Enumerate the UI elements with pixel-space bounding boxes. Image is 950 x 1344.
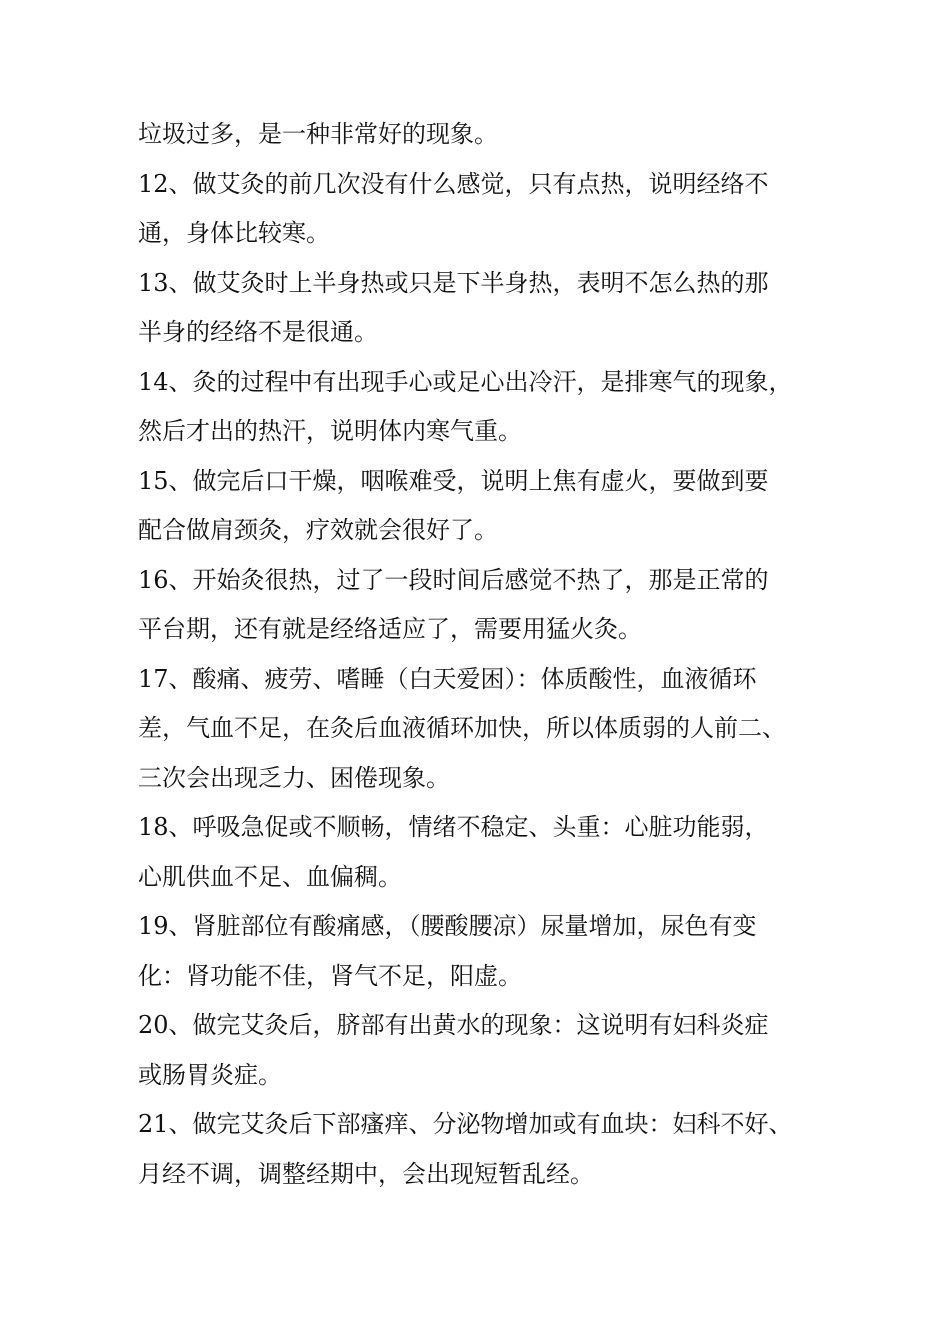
text-line: 18、呼吸急促或不顺畅，情绪不稳定、头重：心脏功能弱， xyxy=(138,813,769,841)
text-line: 21、做完艾灸后下部瘙痒、分泌物增加或有血块：妇科不好、 xyxy=(138,1110,793,1138)
text-line: 14、灸的过程中有出现手心或足心出冷汗，是排寒气的现象， xyxy=(138,367,793,396)
text-line: 化：肾功能不佳，肾气不足，阳虚。 xyxy=(138,961,522,990)
text-line: 或肠胃炎症。 xyxy=(138,1060,282,1089)
text-line: 垃圾过多，是一种非常好的现象。 xyxy=(138,120,498,148)
text-line: 平台期，还有就是经络适应了，需要用猛火灸。 xyxy=(138,615,642,643)
text-line: 半身的经络不是很通。 xyxy=(138,318,378,346)
text-line: 配合做肩颈灸，疗效就会很好了。 xyxy=(138,516,498,544)
text-line: 20、做完艾灸后，脐部有出黄水的现象：这说明有妇科炎症 xyxy=(138,1011,769,1039)
text-line: 15、做完后口干燥，咽喉难受，说明上焦有虚火，要做到要 xyxy=(138,466,769,495)
text-line: 12、做艾灸的前几次没有什么感觉，只有点热，说明经络不 xyxy=(138,169,769,198)
text-line: 月经不调，调整经期中，会出现短暂乱经。 xyxy=(138,1159,594,1188)
text-line: 差，气血不足，在灸后血液循环加快，所以体质弱的人前二、 xyxy=(138,714,786,742)
text-line: 心肌供血不足、血偏稠。 xyxy=(138,862,402,891)
text-line: 19、肾脏部位有酸痛感，（腰酸腰凉）尿量增加，尿色有变 xyxy=(138,912,757,940)
text-line: 13、做艾灸时上半身热或只是下半身热，表明不怎么热的那 xyxy=(138,268,769,297)
text-line: 然后才出的热汗，说明体内寒气重。 xyxy=(138,417,522,445)
text-line: 17、酸痛、疲劳、嗜睡（白天爱困）：体质酸性，血液循环 xyxy=(138,664,757,693)
text-line: 三次会出现乏力、困倦现象。 xyxy=(138,763,450,792)
document-body xyxy=(138,110,818,1199)
text-line: 通，身体比较寒。 xyxy=(138,219,330,247)
text-line: 16、开始灸很热，过了一段时间后感觉不热了，那是正常的 xyxy=(138,565,769,594)
